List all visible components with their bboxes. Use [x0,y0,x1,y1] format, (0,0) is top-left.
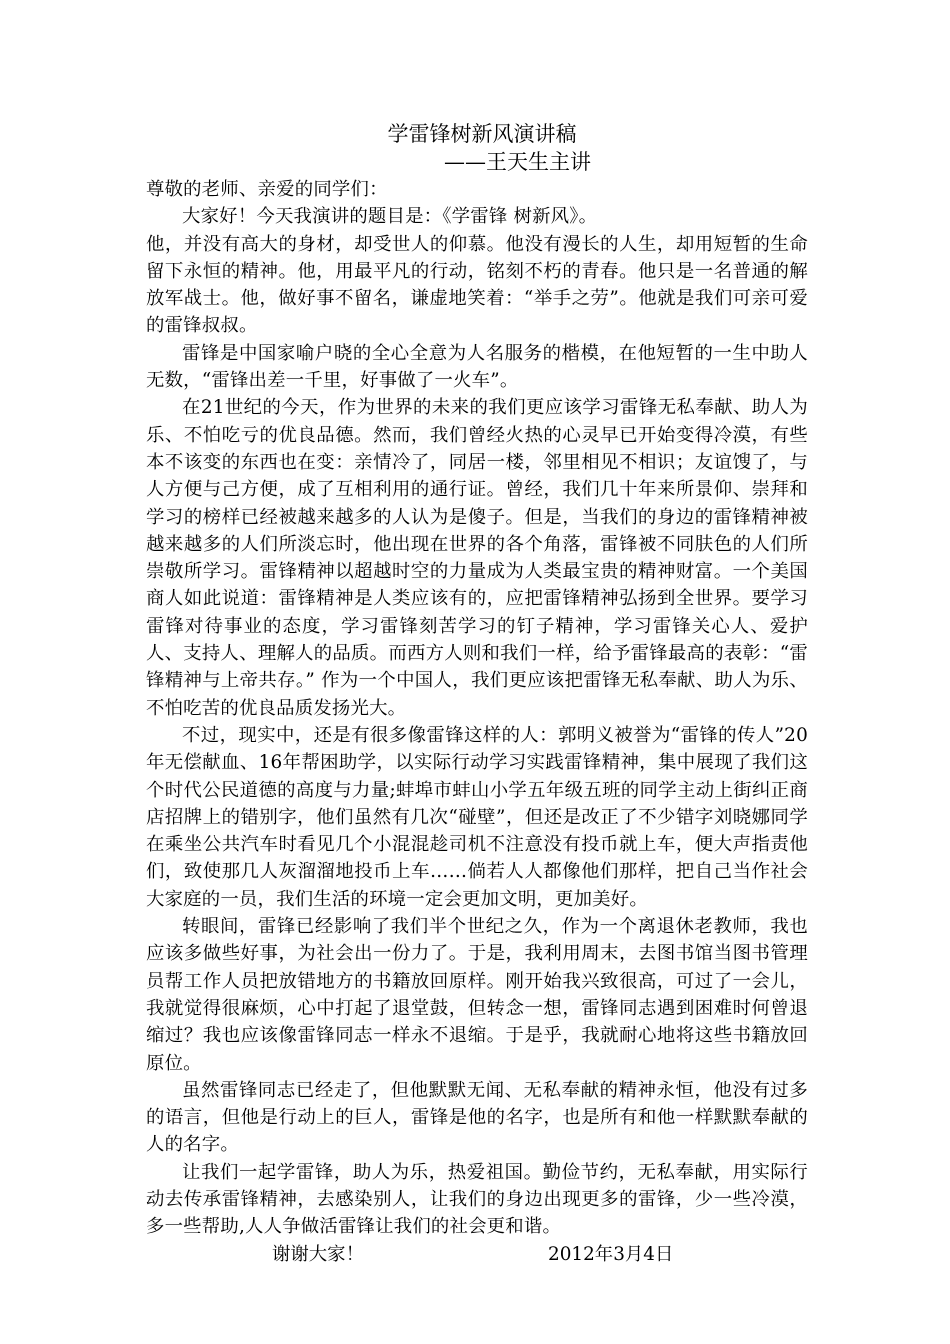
paragraph-call-to-action: 让我们一起学雷锋，助人为乐，热爱祖国。勤俭节约，无私奉献，用实际行动去传承雷锋精神，去感染别人，让我们的身边出现更多的雷锋，少一些冷漠，多一些帮助,人人争做活雷锋让我们的社会更和谐。 [146,1161,808,1238]
paragraph-personal: 转眼间，雷锋已经影响了我们半个世纪之久，作为一个离退休老教师，我也应该多做些好事，为社会出一份力了。于是，我利用周末，去图书馆当图书管理员帮工作人员把放错地方的书籍放回原样。刚开始我兴致很高，可过了一会儿，我就觉得很麻烦，心中打起了退堂鼓，但转念一想，雷锋同志遇到困难时何曾退缩过？我也应该像雷锋同志一样永不退缩。于是乎，我就耐心地将这些书籍放回原位。 [146,916,808,1074]
document-page [146,120,808,1269]
paragraph-reality: 不过，现实中，还是有很多像雷锋这样的人：郭明义被誉为“雷锋的传人”20年无偿献血、16年帮困助学，以实际行动学习实践雷锋精神，集中展现了我们这个时代公民道德的高度与力量;蚌埠市蚌山小学五年级五班的同学主动上街纠正商店招牌上的错别字，他们虽然有几次“碰壁”，但还是改正了不少错字刘晓娜同学在乘坐公共汽车时看见几个小混混趁司机不注意没有投币就上车，便大声指责他们，致使那几人灰溜溜地投币上车……倘若人人都像他们那样，把自己当作社会大家庭的一员，我们生活的环境一定会更加文明，更加美好。 [146,724,808,910]
closing-line [146,1241,808,1269]
paragraph-legacy: 虽然雷锋同志已经走了，但他默默无闻、无私奉献的精神永恒，他没有过多的语言，但他是行动上的巨人，雷锋是他的名字，也是所有和他一样默默奉献的人的名字。 [146,1079,808,1156]
document-title: 学雷锋树新风演讲稿 [387,122,577,146]
closing-date: 2012年3月4日 [548,1243,674,1265]
paragraph-greeting: 大家好！今天我演讲的题目是：《学雷锋 树新风》。 [182,206,598,228]
paragraph-intro: 他，并没有高大的身材，却受世人的仰慕。他没有漫长的人生，却用短暂的生命留下永恒的精神。他，用最平凡的行动，铭刻不朽的青春。他只是一名普通的解放军战士。他，做好事不留名，谦虚地笑着：“举手之劳”。他就是我们可亲可爱的雷锋叔叔。 [146,233,808,337]
paragraph-21st-century: 在21世纪的今天，作为世界的未来的我们更应该学习雷锋无私奉献、助人为乐、不怕吃亏的优良品德。然而，我们曾经火热的心灵早已开始变得冷漠，有些本不该变的东西也在变：亲情冷了，同居一楼，邻里相见不相识；友谊馊了，与人方便与己方便，成了互相利用的通行证。曾经，我们几十年来所景仰、崇拜和学习的榜样已经被越来越多的人认为是傻子。但是，当我们的身边的雷锋精神被越来越多的人们所淡忘时，他出现在世界的各个角落，雷锋被不同肤色的人们所崇敬所学习。雷锋精神以超越时空的力量成为人类最宝贵的精神财富。一个美国商人如此说道：雷锋精神是人类应该有的，应把雷锋精神弘扬到全世界。要学习雷锋对待事业的态度，学习雷锋刻苦学习的钉子精神，学习雷锋关心人、爱护人、支持人、理解人的品质。而西方人则和我们一样，给予雷锋最高的表彰：“雷锋精神与上帝共存。” 作为一个中国人，我们更应该把雷锋无私奉献、助人为乐、不怕吃苦的优良品质发扬光大。 [146,397,808,719]
document-subtitle: ——王天生主讲 [444,150,591,174]
closing-thanks: 谢谢大家！ [272,1243,364,1265]
salutation: 尊敬的老师、亲爱的同学们： [146,179,388,200]
paragraph-model: 雷锋是中国家喻户晓的全心全意为人名服务的楷模，在他短暂的一生中助人无数，“雷锋出差一千里，好事做了一火车”。 [146,342,808,392]
